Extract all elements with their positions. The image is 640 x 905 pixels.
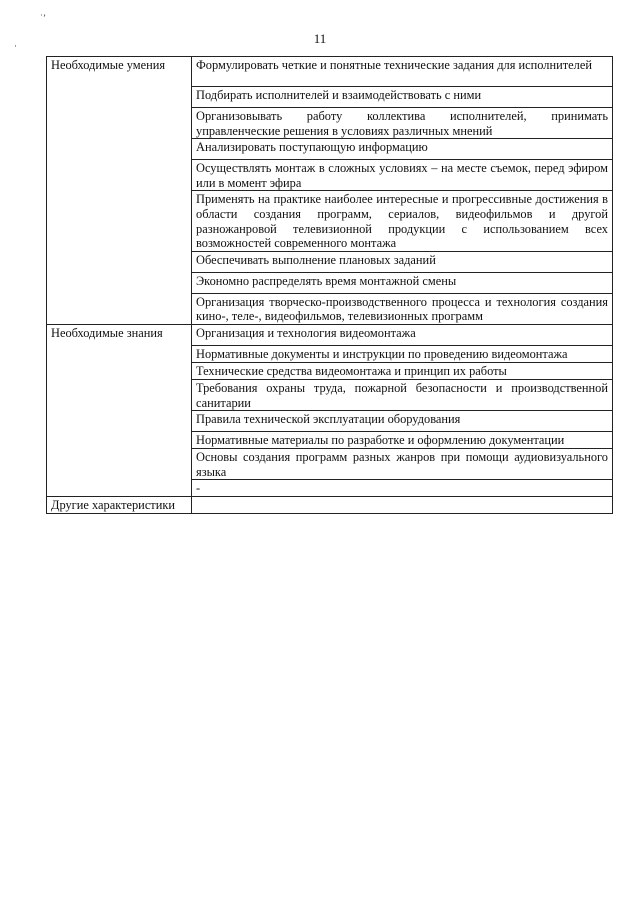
table-cell: Нормативные материалы по разработке и оформлению документации <box>192 432 613 449</box>
table-cell: Нормативные документы и инструкции по проведению видеомонтажа <box>192 345 613 362</box>
table-cell: Применять на практике наиболее интересные и прогрессивные достижения в области создания программ, сериалов, видеофильмов и другой разножанровой телевизионной продукции с использованием всех возможностей современного монтажа <box>192 191 613 251</box>
table-row <box>47 324 613 345</box>
table-cell: Организация и технология видеомонтажа <box>192 324 613 345</box>
table-cell: Основы создания программ разных жанров при помощи аудиовизуального языка <box>192 449 613 480</box>
table-cell: Технические средства видеомонтажа и принцип их работы <box>192 362 613 379</box>
table-cell: Формулировать четкие и понятные технические задания для исполнителей <box>192 57 613 87</box>
page-number: 11 <box>313 31 327 46</box>
section-label: Необходимые умения <box>47 57 192 325</box>
table-body <box>47 57 613 514</box>
table-cell: Правила технической эксплуатации оборудования <box>192 411 613 432</box>
scan-artifact-dot: · <box>14 41 17 51</box>
table-row <box>47 497 613 514</box>
table-cell: Осуществлять монтаж в сложных условиях – на месте съемок, перед эфиром или в момент эфира <box>192 160 613 191</box>
table-cell: Подбирать исполнителей и взаимодействовать с ними <box>192 87 613 108</box>
table-cell <box>192 497 613 514</box>
table-cell: Организовывать работу коллектива исполнителей, принимать управленческие решения в условиях различных мнений <box>192 108 613 139</box>
characteristics-table <box>46 56 613 514</box>
table-cell: Обеспечивать выполнение плановых заданий <box>192 251 613 272</box>
scan-artifact-mark: ˙ʼ <box>40 13 46 23</box>
table-cell: Требования охраны труда, пожарной безопасности и производственной санитарии <box>192 379 613 410</box>
table-row <box>47 57 613 87</box>
table-cell: - <box>192 480 613 497</box>
table-cell: Экономно распределять время монтажной смены <box>192 272 613 293</box>
table-cell: Анализировать поступающую информацию <box>192 139 613 160</box>
table-cell: Организация творческо-производственного процесса и технология создания кино-, теле-, видеофильмов, телевизионных программ <box>192 293 613 324</box>
section-label: Другие характеристики <box>47 497 192 514</box>
section-label: Необходимые знания <box>47 324 192 496</box>
